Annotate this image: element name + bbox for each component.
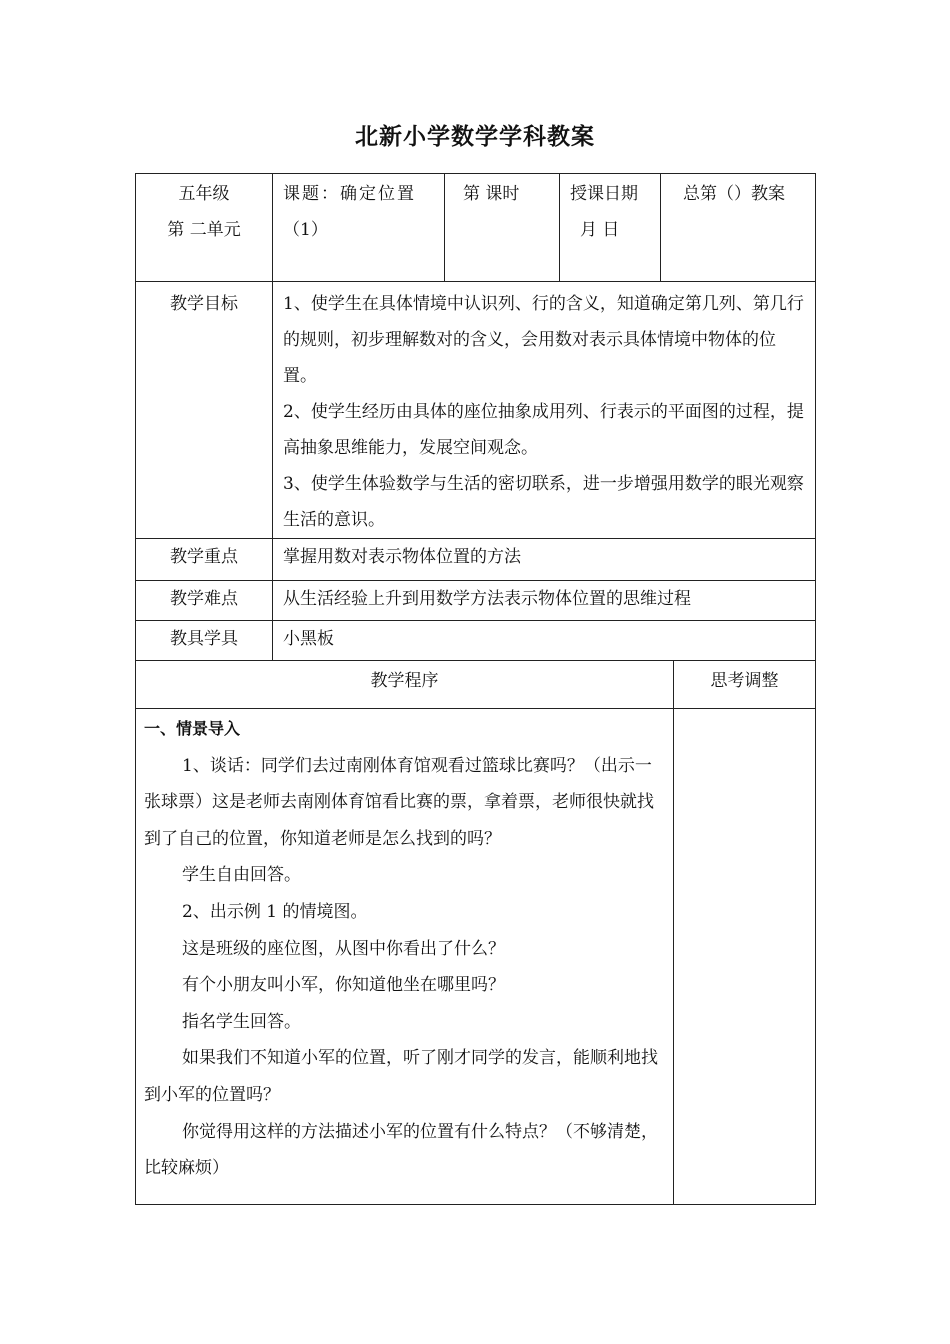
tools-row: [136, 621, 816, 661]
grade-cell: [136, 174, 273, 282]
section-title: 一、情景导入: [144, 719, 241, 738]
objective-item: 1、使学生在具体情境中认识列、行的含义，知道确定第几列、第几行的规则，初步理解数对的含义，会用数对表示具体情境中物体的位置。: [283, 294, 804, 386]
date-cell: [560, 174, 661, 282]
topic-cell: [273, 174, 445, 282]
lesson-plan-table: [135, 173, 816, 1205]
procedure-header-row: [136, 661, 816, 709]
procedure-paragraph: 2、出示例 1 的情境图。: [182, 901, 368, 922]
date-value: 月 日: [580, 220, 620, 240]
objectives-label: 教学目标: [136, 282, 273, 539]
objective-item: 3、使学生体验数学与生活的密切联系，进一步增强用数学的眼光观察生活的意识。: [283, 474, 804, 530]
total-cell: [661, 174, 816, 282]
topic-number: （1）: [283, 220, 328, 240]
adjust-cell: [674, 709, 816, 1205]
objectives-cell: [273, 282, 816, 539]
header-row: [136, 174, 816, 282]
key-point-value: 掌握用数对表示物体位置的方法: [273, 539, 816, 581]
procedure-paragraph: 指名学生回答。: [182, 1011, 301, 1032]
objective-item: 2、使学生经历由具体的座位抽象成用列、行表示的平面图的过程，提高抽象思维能力，发展空间观念。: [283, 402, 804, 458]
procedure-paragraph: 如果我们不知道小军的位置，听了刚才同学的发言，能顺利地找到小军的位置吗？: [144, 1048, 658, 1105]
topic-text: 课题：确定位置: [283, 184, 416, 204]
key-point-label: 教学重点: [136, 539, 273, 581]
adjust-label: 思考调整: [674, 661, 816, 709]
date-label: 授课日期: [570, 184, 638, 204]
procedure-paragraph: 有个小朋友叫小军，你知道他坐在哪里吗？: [182, 975, 505, 996]
period-text: 第 课时: [463, 184, 520, 204]
difficulty-row: [136, 581, 816, 621]
procedure-paragraph: 这是班级的座位图，从图中你看出了什么？: [182, 938, 505, 959]
objectives-row: [136, 282, 816, 539]
unit-text: 第 二单元: [167, 220, 241, 240]
total-text: 总第（）教案: [683, 184, 785, 204]
procedure-row: [136, 709, 816, 1205]
procedure-paragraph: 你觉得用这样的方法描述小军的位置有什么特点？（不够清楚，比较麻烦）: [144, 1121, 658, 1179]
difficulty-value: 从生活经验上升到用数学方法表示物体位置的思维过程: [273, 581, 816, 621]
grade-text: 五年级: [178, 184, 230, 204]
procedure-paragraph: 学生自由回答。: [182, 865, 301, 886]
procedure-paragraph: 1、谈话：同学们去过南刚体育馆观看过篮球比赛吗？（出示一张球票）这是老师去南刚体育馆看比赛的票，拿着票，老师很快就找到了自己的位置，你知道老师是怎么找到的吗？: [144, 755, 654, 849]
period-cell: [445, 174, 560, 282]
procedure-label: 教学程序: [136, 661, 674, 709]
tools-value: 小黑板: [273, 621, 816, 661]
key-point-row: [136, 539, 816, 581]
page-title: 北新小学数学学科教案: [355, 123, 595, 150]
difficulty-label: 教学难点: [136, 581, 273, 621]
tools-label: 教具学具: [136, 621, 273, 661]
procedure-cell: [136, 709, 674, 1205]
